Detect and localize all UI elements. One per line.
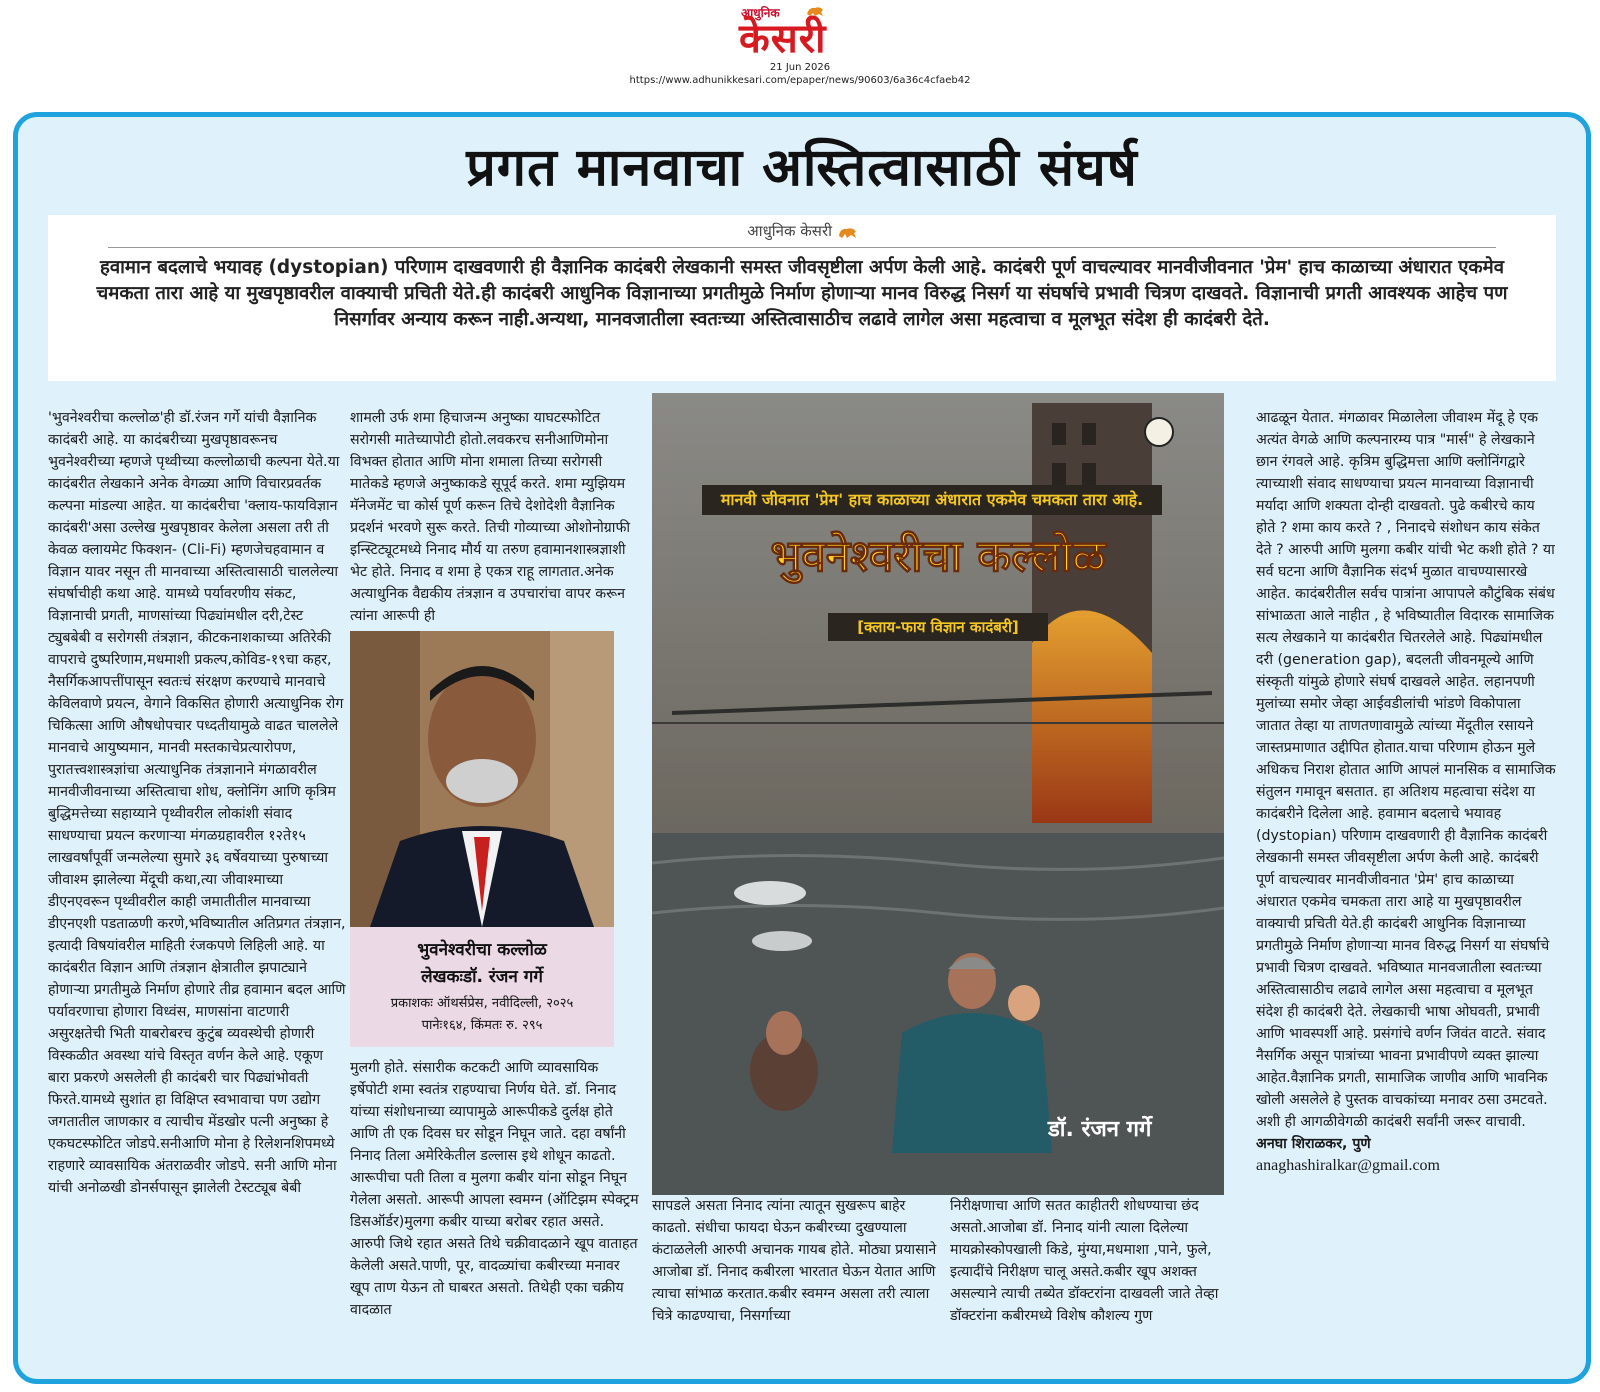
article-headline: प्रगत मानवाचा अस्तित्वासाठी संघर्ष [466, 138, 1138, 198]
issue-date: 21 Jun 2026 [769, 62, 831, 73]
intro-paragraph: हवामान बदलाचे भयावह (dystopian) परिणाम दाखवणारी ही वैज्ञानिक कादंबरी लेखकानी समस्त जीवसृष्टीला अर्पण केली आहे. कादंबरी पूर्ण वाचल्यावर मानवीजीवनात 'प्रेम' हाच काळाच्या अंधारात एकमेव चमकता तारा आहे या मुखपृष्ठावरील वाक्याची प्रचिती येते.ही कादंबरी आधुनिक विज्ञानाच्या प्रगतीमुळे निर्माण होणाऱ्या मानव विरुद्ध निसर्ग या संघर्षाचे प्रभावी चित्रण दाखवते. विज्ञानाची प्रगती आवश्यक आहेच पण निसर्गावर अन्याय करून नाही.अन्यथा, मानवजातीला स्वतःच्या अस्तित्वासाठीच लढावे लागेल असा महत्वाचा व मूलभूत संदेश ही कादंबरी देते. [96, 257, 1508, 330]
book-publisher: प्रकाशकः ऑथर्सप्रेस, नवीदिल्ली, २०२५ [390, 996, 574, 1011]
article-column-5 [1256, 407, 1556, 1177]
cover-title: भुवनेश्वरीचा कल्लोळ [770, 531, 1106, 582]
epaper-url[interactable]: https://www.adhunikkesari.com/epaper/news/90603/6a36c4cfaeb42 [629, 75, 971, 86]
column-text: सापडले असता निनाद त्यांना त्यातून सुखरूप बाहेर काढतो. संधीचा फायदा घेऊन कबीरच्या दुखण्याला कंटाळलेली आरुपी अचानक गायब होते. मोठ्या प्रयासाने आजोबा डॉ. निनाद कबीरला भारतात घेऊन येतात आणि त्याचा सांभाळ करतात.कबीर स्वमग्न असला तरी त्याला चित्रे काढण्याचा, निसर्गाच्या [652, 1198, 937, 1324]
cover-author: डॉ. रंजन गर्गे [1048, 1117, 1152, 1142]
intro-box [48, 215, 1556, 381]
cover-subtitle: [क्लाय-फाय विज्ञान कादंबरी] [828, 613, 1048, 641]
byline-text: आधुनिक केसरी [747, 222, 832, 240]
article-column-2-bottom [350, 1057, 640, 1321]
column-text: मुलगी होते. संसारीक कटकटी आणि व्यावसायिक इर्षेपोटी शमा स्वतंत्र राहण्याचा निर्णय घेते. डॉ. निनाद यांच्या संशोधनाच्या व्यापामुळे आरूपीकडे दुर्लक्ष होते आणि ती एक दिवस घर सोडून निघून जाते. दहा वर्षांनी निनाद तिला अमेरिकेतील डल्लास इथे शोधून काढतो. आरूपीचा पती तिला व मुलगा कबीर यांना सोडून निघून गेलेला असतो. आरूपी आपला स्वमग्न (ऑटिझम स्पेक्ट्रम डिसऑर्डर)मुलगा कबीर याच्या बरोबर रहात असते. आरुपी जिथे रहात असते तिथे चक्रीवादळाने खूप वाताहत केलेली असते.पाणी, पूर, वादळ्यांचा कबीरच्या मनावर खूप ताण येऊन तो घाबरत असतो. तिथेही एका चक्रीय वादळात [350, 1060, 639, 1318]
byline [48, 221, 1556, 241]
masthead [0, 0, 1600, 104]
logo-small-text: आधुनिक [741, 6, 780, 20]
book-pages-price: पानेः१६४, किंमतः रु. २९५ [421, 1018, 543, 1033]
article-author-signature: अनघा शिराळकर, पुणे [1256, 1136, 1371, 1152]
book-title: भुवनेश्वरीचा कल्लोळ [417, 940, 547, 960]
publisher-logo-icon [1144, 417, 1174, 447]
lion-icon [837, 224, 857, 240]
author-photo [350, 631, 614, 927]
book-cover-image [652, 393, 1224, 1195]
book-info-box [350, 927, 614, 1047]
column-text: निरीक्षणाचा आणि सतत काहीतरी शोधण्याचा छंद असतो.आजोबा डॉ. निनाद यांनी त्याला दिलेल्या मायक्रोस्कोपखाली किडे, मुंग्या,मधमाशा ,पाने, फुले, इत्यादींचे निरीक्षण चालू असते.कबीर खूप अशक्त असल्याने त्याची तब्येत डॉक्टरांना दाखवली जाते तेव्हा डॉक्टरांना कबीरमध्ये विशेष कौशल्य गुण [950, 1198, 1219, 1324]
cover-tagline: मानवी जीवनात 'प्रेम' हाच काळाच्या अंधारात एकमेव चमकता तारा आहे. [702, 485, 1162, 515]
article-panel [13, 112, 1591, 1384]
article-column-3-bottom [652, 1195, 942, 1327]
article-author-email[interactable]: anaghashiralkar@gmail.com [1256, 1157, 1440, 1174]
book-author: लेखकःडॉ. रंजन गर्गे [421, 967, 543, 987]
column-text: शामली उर्फ शमा हिचाजन्म अनुष्का याघटस्फोटित सरोगसी मातेच्यापोटी होतो.लवकरच सनीआणिमोना विभक्त होतात आणि मोना शमाला तिच्या सरोगसी मातेकडे म्हणजे अनुष्काकडे सूपूर्द करते. शमा म्युझियम मॅनेजमेंट चा कोर्स पूर्ण करून तिचे देशोदेशी वैज्ञानिक प्रदर्शनं भरवणे सुरू करते. तिची गोव्याच्या ओशोनोग्राफी इन्स्टिट्यूटमध्ये निनाद मौर्य या तरुण हवामानशास्त्रज्ञाशी भेट होते. निनाद व शमा हे एकत्र राहू लागतात.अनेक अत्याधुनिक वैद्यकीय तंत्रज्ञान व उपचारांचा वापर करून त्यांना आरूपी ही [350, 410, 631, 624]
article-column-1 [48, 407, 346, 1199]
logo-main-text: केसरी [739, 16, 827, 62]
newspaper-logo[interactable] [735, 4, 875, 64]
column-text: 'भुवनेश्वरीचा कल्लोळ'ही डॉ.रंजन गर्गे यांची वैज्ञानिक कादंबरी आहे. या कादंबरीच्या मुखपृष्ठावरूनच भुवनेश्वरीच्या म्हणजे पृथ्वीच्या कल्लोळाची कल्पना येते.या कादंबरीत लेखकाने अनेक वेगळ्या आणि विचारप्रवर्तक कल्पना मांडल्या आहेत. या कादंबरीचा 'क्लाय-फायविज्ञान कादंबरी'असा उल्लेख मुखपृष्ठावर केलेला असला तरी ती केवळ क्लायमेट फिक्शन- (Cli-Fi) म्हणजेचहवामान व विज्ञान यावर नसून ती मानवाच्या अस्तित्वासाठी चाललेल्या संघर्षाचीही कथा आहे. यामध्ये पर्यावरणीय संकट, विज्ञानाची प्रगती, माणसांच्या पिढ्यांमधील दरी,टेस्ट ट्युबबेबी व सरोगसी तंत्रज्ञान, कीटकनाशकाच्या अतिरेकी वापराचे दुष्परिणाम,मधमाशी प्रकल्प,कोविड-१९चा कहर, नैसर्गिकआपत्तींपासून स्वतःचं संरक्षण करण्याचे मानवाचे केविलवाणे प्रयत्न, वेगाने विकसित होणारी अत्याधुनिक रोग चिकित्सा आणि औषधोपचार पध्दतीयामुळे वाढत चाललेले मानवाचे आयुष्यमान, मानवी मस्तकाचेप्रत्यारोपण, पुरातत्त्वशास्त्रज्ञांचा अत्याधुनिक तंत्रज्ञानाने मंगळावरील मानवीजीवनाच्या अस्तित्वाचा शोध, क्लोनिंग आणि कृत्रिम बुद्धिमत्तेच्या सहाय्याने पृथ्वीवरील लोकांशी संवाद साधण्याचा प्रयत्न करणाऱ्या मंगळग्रहावरील १२ते१५ लाखवर्षांपूर्वी जन्मलेल्या सुमारे ३६ वर्षेवयाच्या पुरुषाच्या जीवाश्म झालेल्या मेंदूची कथा,त्या जीवाश्माच्या डीएनएवरून पृथ्वीवरील काही जमातीतील मानवाच्या डीएनएशी पडताळणी करणे,भविष्यातील अतिप्रगत तंत्रज्ञान, इत्यादी विषयांवरील माहिती रंजकपणे लिहिली आहे. या कादंबरीत विज्ञान आणि तंत्रज्ञान क्षेत्रातील झपाट्याने होणाऱ्या प्रगतीमुळे निर्माण होणारे तीव्र हवामान बदल आणि पर्यावरणाचा होणारा विध्वंस, माणसांना वाटणारी असुरक्षतेची भिती याबरोबरच कुटुंब व्यवस्थेची होणारी विस्कळीत अवस्था यांचे विस्तृत वर्णन केले आहे. एकूण बारा प्रकरणे असलेली ही कादंबरी चार पिढ्यांभोवती फिरते.यामध्ये सुशांत हा विक्षिप्त स्वभावाचा पण उद्योग जगतातील जाणकार व त्याचीच मेंडखोर पत्नी अनुष्का हे एकघटस्फोटित जोडपे.सनीआणि मोना हे रिलेशनशिपमध्ये राहणारे व्यावसायिक अंतराळवीर जोडपे. सनी आणि मोना यांची अनोळखी डोनर्सपासून झालेली टेस्टट्यूब बेबी [48, 410, 346, 1196]
column-text: आढळून येतात. मंगळावर मिळालेला जीवाश्म मेंदू हे एक अत्यंत वेगळे आणि कल्पनारम्य पात्र "मार्स" हे लेखकाने छान रंगवले आहे. कृत्रिम बुद्धिमत्ता आणि क्लोनिंगद्वारे त्याच्याशी संवाद साधण्याचा प्रयत्न मानवाच्या विज्ञानाची मर्यादा आणि शक्यता दोन्ही दाखवतो. पुढे कबीरचे काय होते ? शमा काय करते ? , निनादचे संशोधन काय संकेत देते ? आरुपी आणि मुलगा कबीर यांची भेट कशी होते ? या सर्व घटना आणि वैज्ञानिक संदर्भ मुळात वाचण्यासारखे आहेत. कादंबरीतील सर्वच पात्रांना आपापले कौटुंबिक संबंध सांभाळता आले नाहीत , हे भविष्यातील विदारक सामाजिक सत्य लेखकाने या कादंबरीत चितरलेले आहे. पिढ्यांमधील दरी (generation gap), बदलती जीवनमूल्ये आणि संस्कृती यांमुळे होणारे संघर्ष दाखवले आहेत. लहानपणी मुलांच्या समोर जेव्हा आईवडीलांची भांडणे विकोपाला जातात तेव्हा या ताणतणावामुळे त्यांच्या मेंदूतील रसायने जास्तप्रमाणात उद्दीपित होतात.याचा परिणाम होऊन मुले अधिकच निराश होतात आणि आपलं मानसिक व सामाजिक संतुलन गमावून बसतात. हा अतिशय महत्वाचा संदेश या कादंबरीने दिलेला आहे. हवामान बदलाचे भयावह (dystopian) परिणाम दाखवणारी ही वैज्ञानिक कादंबरी लेखकानी समस्त जीवसृष्टीला अर्पण केली आहे. कादंबरी पूर्ण वाचल्यावर मानवीजीवनात 'प्रेम' हाच काळाच्या अंधारात एकमेव चमकता तारा आहे या मुखपृष्ठावरील वाक्याची प्रचिती येते.ही कादंबरी आधुनिक विज्ञानाच्या प्रगतीमुळे निर्माण होणाऱ्या मानव विरुद्ध निसर्ग या संघर्षाचे प्रभावी चित्रण दाखवते. भविष्यात मानवजातीला स्वतःच्या अस्तित्वासाठीच लढावे लागेल असा महत्वाचा व मूलभूत संदेश ही कादंबरी देते. लेखकाची भाषा ओघवती, प्रभावी आणि भावस्पर्शी आहे. प्रसंगांचे वर्णन जिवंत वाटते. संवाद नैसर्गिक असून पात्रांच्या भावना प्रभावीपणे व्यक्त झाल्या आहेत.वैज्ञानिक प्रगती, सामाजिक जाणीव आणि भावनिक खोली असलेले हे पुस्तक वाचकांच्या मनावर ठसा उमटवते. अशी ही आगळीवेगळी कादंबरी सर्वांनी जरूर वाचावी. [1256, 410, 1556, 1130]
article-column-2-top [350, 407, 640, 627]
divider [108, 247, 1496, 248]
author-portrait-image [350, 631, 614, 927]
article-column-4-bottom [950, 1195, 1240, 1327]
